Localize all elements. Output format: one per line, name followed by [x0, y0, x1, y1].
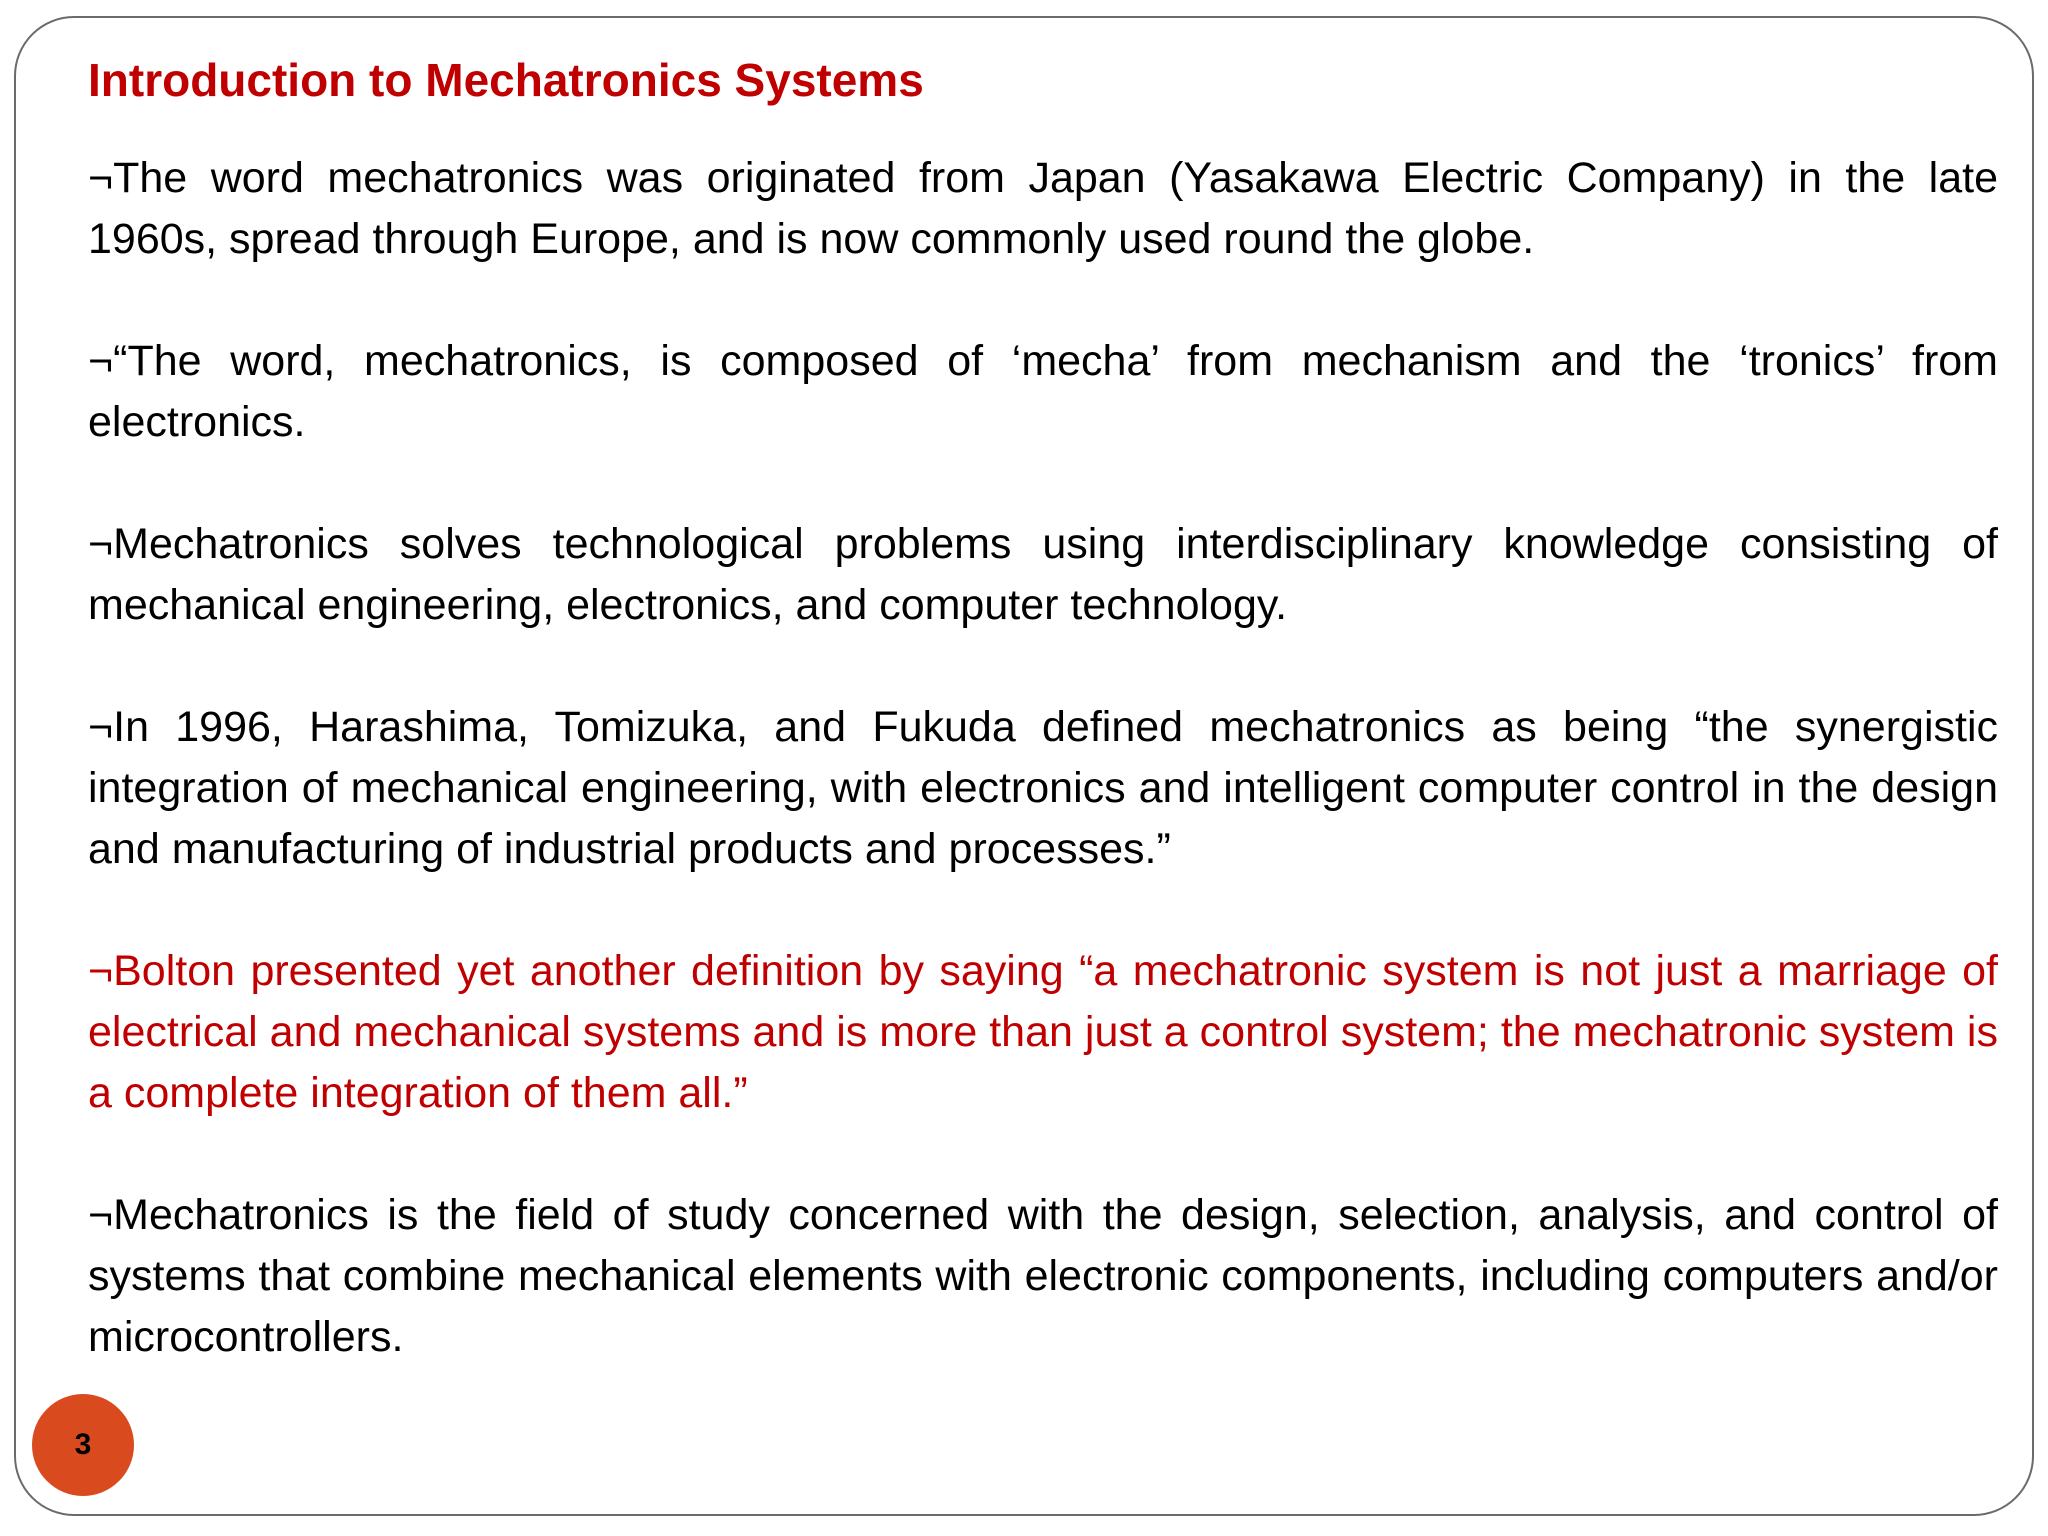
- bullet-icon: ¬: [88, 337, 114, 385]
- bullet-icon: ¬: [88, 1191, 114, 1239]
- paragraph-text: “The word, mechatronics, is composed of ‘mecha’ from mechanism and the ‘tronics’ from electronics.: [88, 337, 1998, 446]
- page-number-badge: 3: [32, 1394, 134, 1496]
- paragraph-interdisciplinary: [88, 514, 1998, 636]
- slide-title: Introduction to Mechatronics Systems: [88, 54, 924, 106]
- paragraph-field-of-study: [88, 1185, 1998, 1368]
- paragraph-origin: [88, 148, 1998, 270]
- bullet-icon: ¬: [88, 703, 114, 751]
- paragraph-bolton-definition: [88, 941, 1998, 1124]
- paragraph-text: Mechatronics is the field of study concerned with the design, selection, analysis, and control of systems that combine mechanical elements with electronic components, including computers and/or microcontrollers.: [88, 1191, 1998, 1361]
- paragraph-text: In 1996, Harashima, Tomizuka, and Fukuda defined mechatronics as being “the synergistic integration of mechanical engineering, with electronics and intelligent computer control in the design and manufacturing of industrial products and processes.”: [88, 703, 1998, 873]
- bullet-icon: ¬: [88, 154, 114, 202]
- bullet-icon: ¬: [88, 947, 114, 995]
- paragraph-text: Bolton presented yet another definition by saying “a mechatronic system is not just a marriage of electrical and mechanical systems and is more than just a control system; the mechatronic system is a complete integration of them all.”: [88, 947, 1998, 1117]
- paragraph-etymology: [88, 331, 1998, 453]
- slide-content: [88, 148, 1998, 1429]
- paragraph-text: Mechatronics solves technological problems using interdisciplinary knowledge consisting of mechanical engineering, electronics, and computer technology.: [88, 520, 1998, 629]
- paragraph-text: The word mechatronics was originated from Japan (Yasakawa Electric Company) in the late 1960s, spread through Europe, and is now commonly used round the globe.: [88, 154, 1998, 263]
- paragraph-harashima-definition: [88, 697, 1998, 880]
- bullet-icon: ¬: [88, 520, 114, 568]
